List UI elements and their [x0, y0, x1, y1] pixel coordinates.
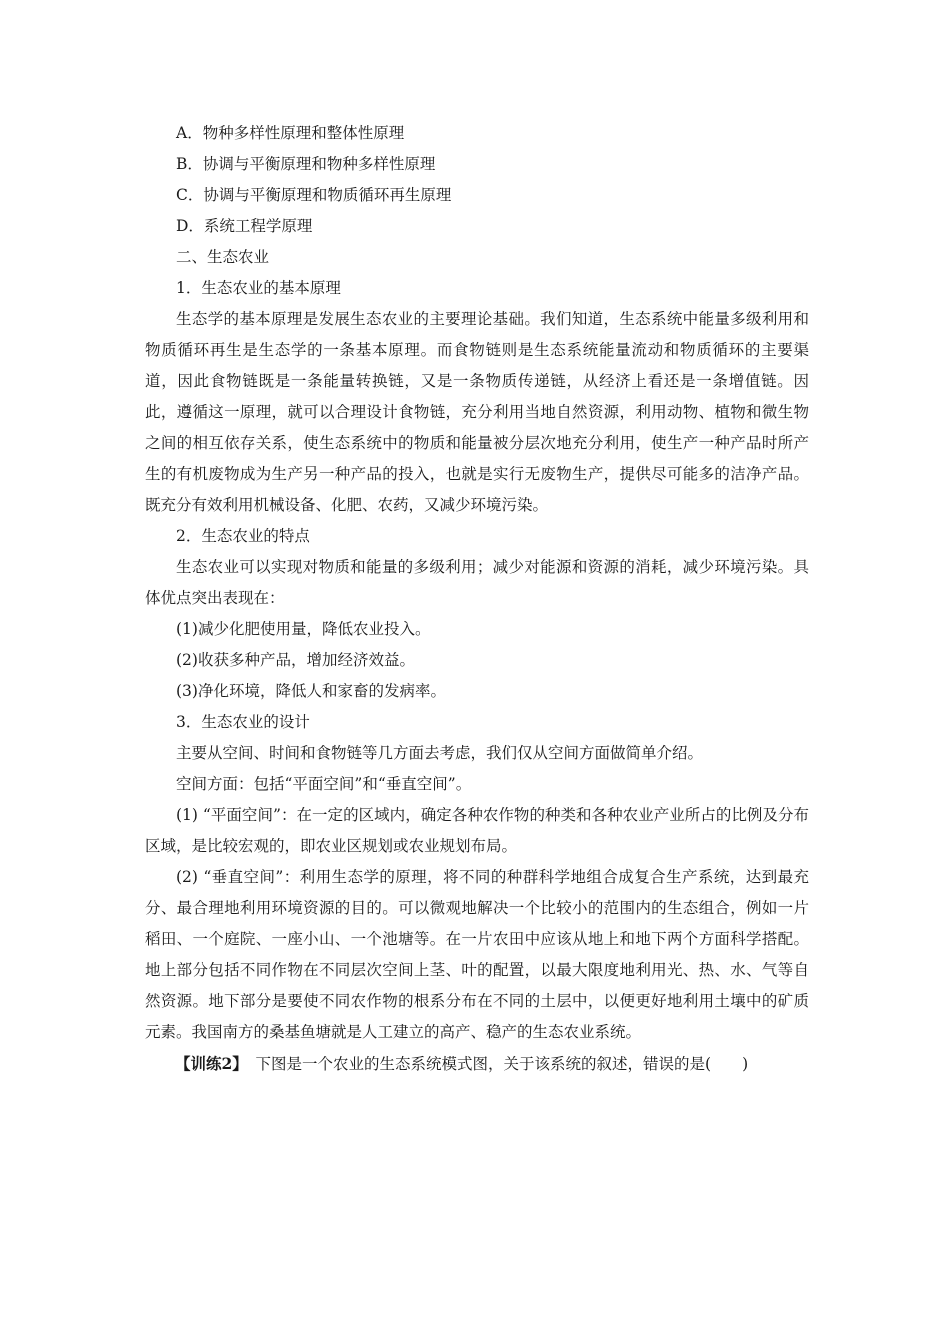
option-a: A．物种多样性原理和整体性原理	[176, 124, 405, 142]
option-c: C．协调与平衡原理和物质循环再生原理	[176, 186, 452, 204]
answer-options	[145, 118, 809, 242]
feature-point-2: (2)收获多种产品，增加经济效益。	[176, 651, 415, 669]
subsection-title-basic-principle: 1．生态农业的基本原理	[176, 279, 341, 297]
feature-point-3: (3)净化环境，降低人和家畜的发病率。	[176, 682, 446, 700]
section-title-ecological-agriculture: 二、生态农业	[176, 248, 270, 266]
exercise-question	[175, 1048, 809, 1080]
paragraph-space-aspect: 空间方面：包括“平面空间”和“垂直空间”。	[176, 775, 472, 793]
paragraph-basic-principle: 生态学的基本原理是发展生态农业的主要理论基础。我们知道，生态系统中能量多级利用和物质循环再生是生态学的一条基本原理。而食物链则是生态系统能量流动和物质循环的主要渠道，因此食物链既是一条能量转换链，又是一条物质传递链，从经济上看还是一条增值链。因此，遵循这一原理，就可以合理设计食物链，充分利用当地自然资源，利用动物、植物和微生物之间的相互依存关系，使生态系统中的物质和能量被分层次地充分利用，使生产一种产品时所产生的有机废物成为生产另一种产品的投入，也就是实行无废物生产，提供尽可能多的洁净产品。既充分有效利用机械设备、化肥、农药，又减少环境污染。	[145, 310, 809, 514]
document-content	[145, 118, 809, 1080]
paragraph-vertical-space: (2) “垂直空间”：利用生态学的原理，将不同的种群科学地组合成复合生产系统，达到最充分、最合理地利用环境资源的目的。可以微观地解决一个比较小的范围内的生态组合，例如一片稻田、一个庭院、一座小山、一个池塘等。在一片农田中应该从地上和地下两个方面科学搭配。地上部分包括不同作物在不同层次空间上茎、叶的配置，以最大限度地利用光、热、水、气等自然资源。地下部分是要使不同农作物的根系分布在不同的土层中，以便更好地利用土壤中的矿质元素。我国南方的桑基鱼塘就是人工建立的高产、稳产的生态农业系统。	[145, 868, 809, 1041]
paragraph-design-intro: 主要从空间、时间和食物链等几方面去考虑，我们仅从空间方面做简单介绍。	[176, 744, 704, 762]
option-d: D．系统工程学原理	[176, 217, 313, 235]
exercise-text: 下图是一个农业的生态系统模式图，关于该系统的叙述，错误的是( )	[240, 1055, 749, 1073]
option-b: B．协调与平衡原理和物种多样性原理	[176, 155, 436, 173]
feature-point-1: (1)减少化肥使用量，降低农业投入。	[176, 620, 431, 638]
paragraph-features: 生态农业可以实现对物质和能量的多级利用；减少对能源和资源的消耗，减少环境污染。具体优点突出表现在：	[145, 558, 809, 607]
subsection-title-features: 2．生态农业的特点	[176, 527, 310, 545]
exercise-tag: 【训练2】	[175, 1054, 241, 1073]
subsection-title-design: 3．生态农业的设计	[176, 713, 310, 731]
paragraph-plane-space: (1) “平面空间”：在一定的区域内，确定各种农作物的种类和各种农业产业所占的比例及分布区域，是比较宏观的，即农业区规划或农业规划布局。	[145, 806, 809, 855]
